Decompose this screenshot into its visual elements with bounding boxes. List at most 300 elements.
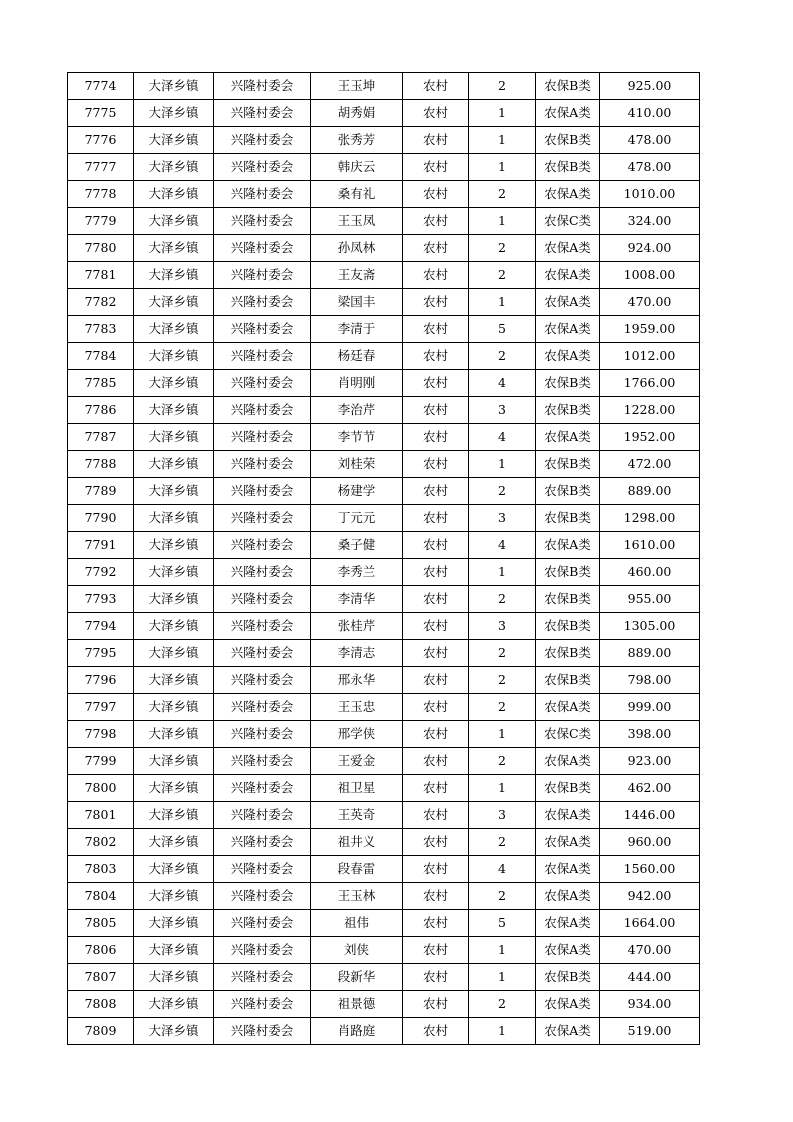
cell-person-count: 5 [469, 910, 536, 937]
cell-name: 桑有礼 [311, 181, 403, 208]
cell-town: 大泽乡镇 [134, 991, 214, 1018]
cell-household-type: 农村 [403, 316, 469, 343]
cell-town: 大泽乡镇 [134, 478, 214, 505]
cell-name: 刘桂荣 [311, 451, 403, 478]
cell-person-count: 2 [469, 991, 536, 1018]
cell-committee: 兴隆村委会 [214, 694, 311, 721]
cell-household-type: 农村 [403, 262, 469, 289]
cell-name: 段春雷 [311, 856, 403, 883]
cell-household-type: 农村 [403, 640, 469, 667]
table-row [68, 721, 700, 748]
cell-amount: 470.00 [600, 937, 700, 964]
cell-household-type: 农村 [403, 856, 469, 883]
cell-id: 7777 [68, 154, 134, 181]
cell-household-type: 农村 [403, 883, 469, 910]
cell-name: 王友斋 [311, 262, 403, 289]
cell-household-type: 农村 [403, 154, 469, 181]
table-row [68, 424, 700, 451]
cell-person-count: 2 [469, 73, 536, 100]
cell-amount: 955.00 [600, 586, 700, 613]
cell-person-count: 1 [469, 289, 536, 316]
cell-name: 王玉忠 [311, 694, 403, 721]
cell-amount: 942.00 [600, 883, 700, 910]
table-row [68, 451, 700, 478]
cell-household-type: 农村 [403, 235, 469, 262]
cell-town: 大泽乡镇 [134, 127, 214, 154]
cell-person-count: 3 [469, 505, 536, 532]
cell-name: 杨廷春 [311, 343, 403, 370]
cell-person-count: 2 [469, 748, 536, 775]
cell-committee: 兴隆村委会 [214, 208, 311, 235]
cell-category: 农保B类 [536, 775, 600, 802]
cell-name: 邢学侠 [311, 721, 403, 748]
cell-category: 农保A类 [536, 289, 600, 316]
cell-amount: 889.00 [600, 640, 700, 667]
cell-household-type: 农村 [403, 127, 469, 154]
table-row [68, 262, 700, 289]
cell-category: 农保B类 [536, 667, 600, 694]
cell-committee: 兴隆村委会 [214, 991, 311, 1018]
cell-town: 大泽乡镇 [134, 667, 214, 694]
cell-committee: 兴隆村委会 [214, 883, 311, 910]
cell-town: 大泽乡镇 [134, 100, 214, 127]
table-row [68, 991, 700, 1018]
cell-person-count: 2 [469, 694, 536, 721]
cell-person-count: 1 [469, 127, 536, 154]
cell-town: 大泽乡镇 [134, 73, 214, 100]
cell-id: 7775 [68, 100, 134, 127]
table-row [68, 694, 700, 721]
cell-household-type: 农村 [403, 667, 469, 694]
table-row [68, 748, 700, 775]
cell-name: 王玉坤 [311, 73, 403, 100]
cell-category: 农保B类 [536, 451, 600, 478]
cell-id: 7798 [68, 721, 134, 748]
cell-id: 7778 [68, 181, 134, 208]
cell-town: 大泽乡镇 [134, 613, 214, 640]
cell-name: 肖明刚 [311, 370, 403, 397]
cell-committee: 兴隆村委会 [214, 343, 311, 370]
cell-category: 农保C类 [536, 721, 600, 748]
table-row [68, 343, 700, 370]
cell-category: 农保A类 [536, 343, 600, 370]
cell-amount: 1664.00 [600, 910, 700, 937]
cell-town: 大泽乡镇 [134, 154, 214, 181]
cell-town: 大泽乡镇 [134, 343, 214, 370]
cell-person-count: 2 [469, 586, 536, 613]
cell-town: 大泽乡镇 [134, 397, 214, 424]
cell-amount: 1298.00 [600, 505, 700, 532]
table-row [68, 235, 700, 262]
cell-category: 农保B类 [536, 505, 600, 532]
cell-person-count: 1 [469, 964, 536, 991]
cell-category: 农保A类 [536, 856, 600, 883]
cell-amount: 470.00 [600, 289, 700, 316]
cell-id: 7801 [68, 802, 134, 829]
cell-household-type: 农村 [403, 100, 469, 127]
cell-id: 7782 [68, 289, 134, 316]
cell-amount: 460.00 [600, 559, 700, 586]
cell-name: 祖卫星 [311, 775, 403, 802]
cell-name: 李节节 [311, 424, 403, 451]
cell-household-type: 农村 [403, 424, 469, 451]
cell-town: 大泽乡镇 [134, 1018, 214, 1045]
cell-id: 7802 [68, 829, 134, 856]
cell-amount: 444.00 [600, 964, 700, 991]
cell-category: 农保A类 [536, 991, 600, 1018]
cell-town: 大泽乡镇 [134, 208, 214, 235]
cell-amount: 889.00 [600, 478, 700, 505]
cell-town: 大泽乡镇 [134, 829, 214, 856]
cell-name: 李秀兰 [311, 559, 403, 586]
cell-amount: 934.00 [600, 991, 700, 1018]
cell-id: 7786 [68, 397, 134, 424]
cell-amount: 1959.00 [600, 316, 700, 343]
cell-household-type: 农村 [403, 73, 469, 100]
cell-person-count: 2 [469, 478, 536, 505]
cell-name: 李清志 [311, 640, 403, 667]
cell-amount: 1560.00 [600, 856, 700, 883]
cell-amount: 923.00 [600, 748, 700, 775]
cell-committee: 兴隆村委会 [214, 262, 311, 289]
cell-category: 农保A类 [536, 802, 600, 829]
cell-household-type: 农村 [403, 613, 469, 640]
cell-committee: 兴隆村委会 [214, 937, 311, 964]
table-row [68, 181, 700, 208]
table-row [68, 316, 700, 343]
cell-id: 7805 [68, 910, 134, 937]
cell-id: 7795 [68, 640, 134, 667]
table-row [68, 154, 700, 181]
cell-town: 大泽乡镇 [134, 694, 214, 721]
cell-committee: 兴隆村委会 [214, 586, 311, 613]
cell-category: 农保B类 [536, 559, 600, 586]
cell-id: 7789 [68, 478, 134, 505]
cell-household-type: 农村 [403, 397, 469, 424]
cell-person-count: 2 [469, 829, 536, 856]
cell-household-type: 农村 [403, 505, 469, 532]
cell-name: 王爱金 [311, 748, 403, 775]
cell-household-type: 农村 [403, 721, 469, 748]
cell-category: 农保A类 [536, 748, 600, 775]
cell-name: 胡秀娟 [311, 100, 403, 127]
cell-amount: 1012.00 [600, 343, 700, 370]
cell-committee: 兴隆村委会 [214, 397, 311, 424]
cell-category: 农保A类 [536, 262, 600, 289]
cell-category: 农保C类 [536, 208, 600, 235]
cell-person-count: 3 [469, 613, 536, 640]
cell-id: 7779 [68, 208, 134, 235]
cell-committee: 兴隆村委会 [214, 1018, 311, 1045]
cell-person-count: 2 [469, 667, 536, 694]
cell-committee: 兴隆村委会 [214, 559, 311, 586]
cell-person-count: 4 [469, 424, 536, 451]
cell-person-count: 1 [469, 937, 536, 964]
cell-id: 7800 [68, 775, 134, 802]
table-row [68, 397, 700, 424]
cell-amount: 960.00 [600, 829, 700, 856]
cell-town: 大泽乡镇 [134, 316, 214, 343]
cell-name: 张桂芹 [311, 613, 403, 640]
cell-committee: 兴隆村委会 [214, 127, 311, 154]
cell-name: 韩庆云 [311, 154, 403, 181]
cell-amount: 924.00 [600, 235, 700, 262]
table-row [68, 532, 700, 559]
cell-household-type: 农村 [403, 478, 469, 505]
cell-committee: 兴隆村委会 [214, 613, 311, 640]
cell-person-count: 1 [469, 208, 536, 235]
cell-name: 段新华 [311, 964, 403, 991]
cell-id: 7799 [68, 748, 134, 775]
cell-town: 大泽乡镇 [134, 235, 214, 262]
cell-id: 7783 [68, 316, 134, 343]
cell-committee: 兴隆村委会 [214, 829, 311, 856]
table-row [68, 370, 700, 397]
cell-amount: 478.00 [600, 154, 700, 181]
table-row [68, 559, 700, 586]
cell-id: 7797 [68, 694, 134, 721]
cell-committee: 兴隆村委会 [214, 370, 311, 397]
cell-household-type: 农村 [403, 802, 469, 829]
cell-id: 7776 [68, 127, 134, 154]
cell-town: 大泽乡镇 [134, 721, 214, 748]
cell-name: 王玉林 [311, 883, 403, 910]
cell-id: 7793 [68, 586, 134, 613]
table-row [68, 505, 700, 532]
table-row [68, 964, 700, 991]
cell-category: 农保A类 [536, 532, 600, 559]
cell-household-type: 农村 [403, 451, 469, 478]
cell-committee: 兴隆村委会 [214, 856, 311, 883]
cell-household-type: 农村 [403, 289, 469, 316]
cell-household-type: 农村 [403, 910, 469, 937]
cell-name: 李清华 [311, 586, 403, 613]
cell-town: 大泽乡镇 [134, 586, 214, 613]
cell-category: 农保A类 [536, 883, 600, 910]
cell-category: 农保B类 [536, 613, 600, 640]
cell-household-type: 农村 [403, 964, 469, 991]
cell-amount: 462.00 [600, 775, 700, 802]
cell-town: 大泽乡镇 [134, 370, 214, 397]
cell-category: 农保A类 [536, 100, 600, 127]
cell-person-count: 2 [469, 883, 536, 910]
cell-category: 农保A类 [536, 1018, 600, 1045]
cell-amount: 1228.00 [600, 397, 700, 424]
cell-name: 祖伟 [311, 910, 403, 937]
cell-committee: 兴隆村委会 [214, 100, 311, 127]
cell-town: 大泽乡镇 [134, 964, 214, 991]
cell-name: 李治芹 [311, 397, 403, 424]
cell-committee: 兴隆村委会 [214, 181, 311, 208]
cell-town: 大泽乡镇 [134, 937, 214, 964]
cell-id: 7806 [68, 937, 134, 964]
cell-name: 邢永华 [311, 667, 403, 694]
cell-person-count: 1 [469, 721, 536, 748]
cell-committee: 兴隆村委会 [214, 532, 311, 559]
table-row [68, 910, 700, 937]
cell-household-type: 农村 [403, 937, 469, 964]
cell-id: 7780 [68, 235, 134, 262]
table-row [68, 802, 700, 829]
cell-person-count: 2 [469, 235, 536, 262]
cell-household-type: 农村 [403, 586, 469, 613]
cell-name: 李清于 [311, 316, 403, 343]
cell-town: 大泽乡镇 [134, 640, 214, 667]
cell-id: 7796 [68, 667, 134, 694]
cell-category: 农保B类 [536, 964, 600, 991]
cell-category: 农保A类 [536, 829, 600, 856]
cell-id: 7792 [68, 559, 134, 586]
cell-household-type: 农村 [403, 694, 469, 721]
table-row [68, 1018, 700, 1045]
cell-name: 王玉凤 [311, 208, 403, 235]
cell-amount: 798.00 [600, 667, 700, 694]
cell-name: 祖景德 [311, 991, 403, 1018]
cell-name: 梁国丰 [311, 289, 403, 316]
cell-id: 7787 [68, 424, 134, 451]
table-row [68, 937, 700, 964]
cell-town: 大泽乡镇 [134, 559, 214, 586]
cell-town: 大泽乡镇 [134, 505, 214, 532]
cell-person-count: 4 [469, 856, 536, 883]
cell-person-count: 2 [469, 640, 536, 667]
cell-person-count: 3 [469, 397, 536, 424]
cell-household-type: 农村 [403, 370, 469, 397]
cell-town: 大泽乡镇 [134, 424, 214, 451]
cell-category: 农保A类 [536, 316, 600, 343]
cell-id: 7788 [68, 451, 134, 478]
cell-committee: 兴隆村委会 [214, 289, 311, 316]
cell-person-count: 1 [469, 451, 536, 478]
cell-town: 大泽乡镇 [134, 775, 214, 802]
cell-household-type: 农村 [403, 829, 469, 856]
cell-amount: 324.00 [600, 208, 700, 235]
cell-household-type: 农村 [403, 991, 469, 1018]
cell-name: 张秀芳 [311, 127, 403, 154]
table-row [68, 208, 700, 235]
cell-amount: 925.00 [600, 73, 700, 100]
cell-town: 大泽乡镇 [134, 181, 214, 208]
cell-category: 农保B类 [536, 154, 600, 181]
cell-category: 农保A类 [536, 910, 600, 937]
cell-committee: 兴隆村委会 [214, 640, 311, 667]
cell-amount: 1305.00 [600, 613, 700, 640]
cell-household-type: 农村 [403, 748, 469, 775]
cell-id: 7790 [68, 505, 134, 532]
cell-id: 7781 [68, 262, 134, 289]
cell-name: 王英奇 [311, 802, 403, 829]
cell-name: 刘侠 [311, 937, 403, 964]
cell-household-type: 农村 [403, 343, 469, 370]
cell-id: 7807 [68, 964, 134, 991]
cell-committee: 兴隆村委会 [214, 775, 311, 802]
cell-category: 农保B类 [536, 73, 600, 100]
cell-amount: 410.00 [600, 100, 700, 127]
cell-name: 肖路庭 [311, 1018, 403, 1045]
cell-town: 大泽乡镇 [134, 883, 214, 910]
cell-town: 大泽乡镇 [134, 748, 214, 775]
cell-id: 7785 [68, 370, 134, 397]
cell-committee: 兴隆村委会 [214, 802, 311, 829]
cell-name: 丁元元 [311, 505, 403, 532]
cell-town: 大泽乡镇 [134, 262, 214, 289]
table-row [68, 289, 700, 316]
cell-household-type: 农村 [403, 208, 469, 235]
cell-household-type: 农村 [403, 181, 469, 208]
table-row [68, 829, 700, 856]
cell-name: 祖井义 [311, 829, 403, 856]
cell-amount: 478.00 [600, 127, 700, 154]
cell-id: 7804 [68, 883, 134, 910]
cell-household-type: 农村 [403, 532, 469, 559]
cell-name: 桑子健 [311, 532, 403, 559]
cell-person-count: 1 [469, 559, 536, 586]
table-row [68, 586, 700, 613]
cell-person-count: 1 [469, 1018, 536, 1045]
cell-committee: 兴隆村委会 [214, 505, 311, 532]
cell-category: 农保A类 [536, 937, 600, 964]
cell-amount: 1010.00 [600, 181, 700, 208]
cell-town: 大泽乡镇 [134, 856, 214, 883]
table-row [68, 775, 700, 802]
cell-person-count: 1 [469, 100, 536, 127]
cell-town: 大泽乡镇 [134, 451, 214, 478]
cell-person-count: 2 [469, 181, 536, 208]
table-row [68, 73, 700, 100]
cell-committee: 兴隆村委会 [214, 154, 311, 181]
cell-amount: 519.00 [600, 1018, 700, 1045]
table-row [68, 100, 700, 127]
cell-person-count: 3 [469, 802, 536, 829]
cell-committee: 兴隆村委会 [214, 721, 311, 748]
cell-committee: 兴隆村委会 [214, 235, 311, 262]
table-row [68, 127, 700, 154]
cell-person-count: 2 [469, 343, 536, 370]
table-row [68, 478, 700, 505]
cell-household-type: 农村 [403, 559, 469, 586]
cell-category: 农保A类 [536, 694, 600, 721]
cell-town: 大泽乡镇 [134, 910, 214, 937]
table-row [68, 883, 700, 910]
cell-amount: 472.00 [600, 451, 700, 478]
cell-committee: 兴隆村委会 [214, 748, 311, 775]
cell-id: 7784 [68, 343, 134, 370]
cell-id: 7774 [68, 73, 134, 100]
cell-id: 7791 [68, 532, 134, 559]
cell-id: 7808 [68, 991, 134, 1018]
cell-amount: 398.00 [600, 721, 700, 748]
cell-committee: 兴隆村委会 [214, 451, 311, 478]
cell-person-count: 5 [469, 316, 536, 343]
cell-category: 农保B类 [536, 586, 600, 613]
cell-town: 大泽乡镇 [134, 802, 214, 829]
cell-name: 孙凤林 [311, 235, 403, 262]
roster-table [67, 72, 700, 1045]
cell-committee: 兴隆村委会 [214, 964, 311, 991]
cell-category: 农保A类 [536, 424, 600, 451]
cell-category: 农保B类 [536, 370, 600, 397]
cell-amount: 1952.00 [600, 424, 700, 451]
cell-category: 农保B类 [536, 127, 600, 154]
cell-committee: 兴隆村委会 [214, 667, 311, 694]
table-row [68, 856, 700, 883]
cell-category: 农保B类 [536, 397, 600, 424]
table-row [68, 667, 700, 694]
table-row [68, 613, 700, 640]
cell-category: 农保B类 [536, 640, 600, 667]
table-row [68, 640, 700, 667]
cell-category: 农保B类 [536, 478, 600, 505]
